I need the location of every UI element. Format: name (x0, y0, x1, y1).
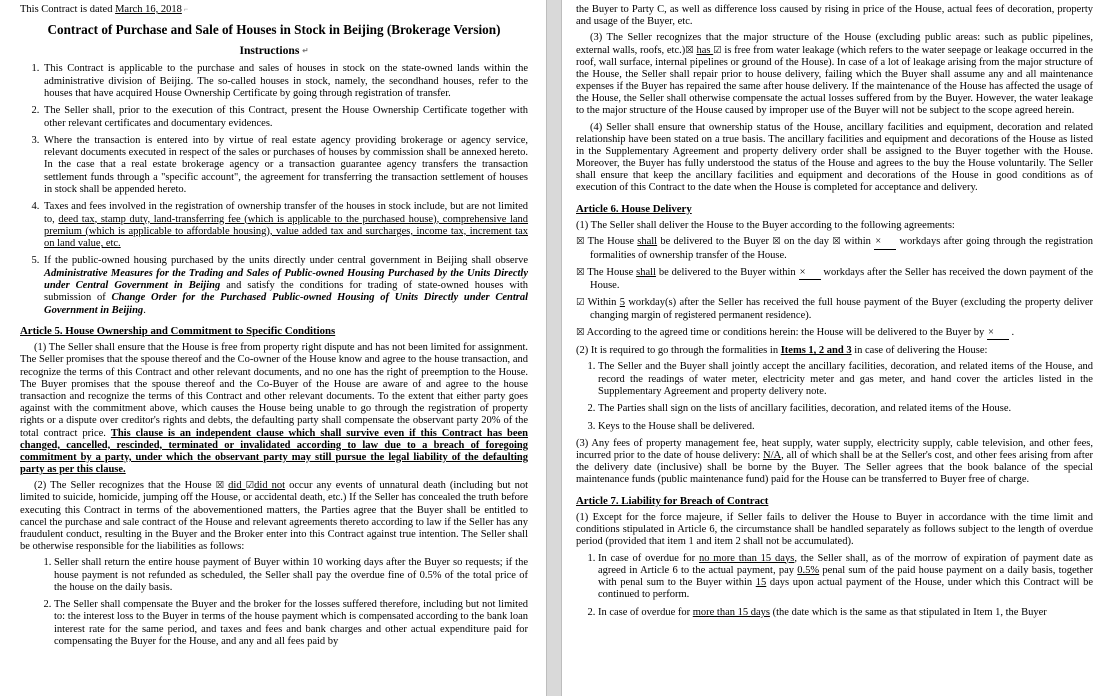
dateline (20, 4, 528, 16)
article-5-p2-b: occur any events of unnatural death (including but not limited to suicide, homicide, jumping off the House, or accidental death, etc.) If the Seller has concealed the truth before executing this Contract in terms of the abovementioned matters, the Parties agree that the Buyer shall be entitled to cancel the purchase and sale contract of the House and relevant agreements thereto according to law if the Seller has any fraudulent conduct, resulting in the Buyer and the Broker enter into this Contract against true intention. The Seller shall be otherwise responsible for the liabilities as follows: (20, 480, 529, 553)
list-item (598, 361, 1093, 398)
list-item (598, 607, 1093, 619)
checkbox-crossed-icon[interactable]: ☒ (575, 236, 585, 248)
opt3-b: workday(s) after the Seller has received the full house payment of the Buyer (excluding the property deliver changing margin of registered permanent residence). (589, 297, 1094, 321)
article-7-paragraph-1 (576, 512, 1093, 549)
option-did: did (228, 480, 246, 492)
opt2-shall: shall (636, 266, 656, 278)
a7-item2-a: In case of overdue for (597, 606, 693, 618)
article-6-heading (576, 203, 1093, 216)
a7-item2-b: (the date which is the same as that stipulated in Item 1, the Buyer (770, 606, 1047, 618)
a7-item1-u1: no more than 15 days (698, 552, 795, 564)
checkbox-crossed-icon-2[interactable]: ☒ (772, 236, 781, 248)
continued-paragraph (576, 4, 1093, 28)
a7-item1-b: , the Seller shall, as of the morrow of expiration of payment date as agreed in Article 6 to the actual payment, pay (597, 552, 1093, 576)
article-5-p1-text: (1) The Seller shall ensure that the House is free from property right dispute and has not been limited for assignment. The Seller promises that the spouse thereof and the Co-owner of the House know and agree to the house transaction, and recognize the terms of this Contract and other relevant documents, and no one has the right of preemption to the House. The Buyer promises that the spouse thereof and the Co-Buyer of the House are aware of and agree to the house transaction and recognize the terms of this Contract and other relevant documents. To the extent that either party goes against with the commitment above, which causes the House being unable to go through the registration of property rights or a dispute over creditor's rights and debts, the defaulting party shall compensate the observant party 20% of the total contract price. (20, 342, 529, 439)
checkbox-crossed-icon-3[interactable]: ☒ (832, 236, 841, 248)
article-5-paragraph-2 (20, 480, 528, 553)
opt1-a: The House (587, 236, 638, 248)
instructions-heading (20, 44, 528, 57)
article-5-paragraph-1 (20, 342, 528, 476)
article-5-paragraph-3 (576, 32, 1093, 117)
article-5-p3-a: (3) The Seller recognizes that the major structure of the House (excluding public areas: such as public pipelines, external walls, roofs, etc.) (575, 32, 1093, 56)
document-title-text: Contract of Purchase and Sale of Houses in Stock in Beijing (Brokerage Version) (47, 22, 501, 38)
list-item (598, 421, 1093, 433)
article-5-p2-a: (2) The Seller recognizes that the House (34, 480, 216, 492)
instruction-italic-fragment: Administrative Measures for the Trading and Sales of Public-owned Housing Purchased by the Units Directly under Central Government in Beijing (44, 267, 529, 291)
delivery-option-2 (576, 267, 1093, 293)
delivery-option-4: ☒ According to the agreed time or conditions herein: the House will be delivered to the Buyer by × . (576, 327, 1093, 340)
opt2-a: The House (587, 266, 637, 278)
article-6-paragraph-3 (576, 438, 1093, 487)
opt1-e: workdays after going through the registration formalities of ownership transfer of the House. (589, 236, 1094, 261)
article-5-p4-text: (4) Seller shall ensure that ownership status of the House, ancillary facilities and equipment, decoration and related relationship have been stated on a true basis. The ancillary facilities and equipment and decorations of the House as listed in the Supplementary Agreement and property delivery order shall be assigned to the Buyer together with the House. Moreover, the Buyer has fully understood the status of the House and agrees to the buy the House voluntarily. The Seller shall ensure that keep the ancillary facilities and equipment and decorations of the House in good conditions as of execution of this Contract to the date when the House is completed for acceptance and delivery. (575, 121, 1093, 194)
checkbox-checked-icon[interactable]: ☑ (713, 44, 722, 56)
opt3-a: Within (587, 297, 617, 309)
a6-p2-b: in case of delivering the House: (851, 345, 988, 357)
blank-field[interactable]: 5 (619, 297, 625, 309)
a6-p3-a: (3) Any fees of property management fee, heat supply, water supply, electricity supply, cable television, and other fees, incurred prior to the date of house delivery: (575, 437, 1093, 461)
delivery-option-3 (576, 297, 1093, 322)
page-gutter (546, 0, 562, 696)
article-7-heading (576, 495, 1093, 508)
list-item (54, 599, 528, 648)
instruction-italic-fragment-2: Change Order for the Purchased Public-owned Housing of Units Directly under Central Government in Beijing (44, 292, 529, 316)
blank-field[interactable]: × (874, 236, 896, 249)
a6-p3-na: N/A (763, 449, 782, 461)
paragraph-mark: ↵ (302, 46, 309, 56)
continued-paragraph-text: the Buyer to Party C, as well as difference loss caused by rising in price of the House, actual fees of decoration, property and usage of the Buyer, etc. (575, 4, 1093, 28)
article-6-paragraph-1 (576, 220, 1093, 232)
instruction-text: Where the transaction is entered into by virtue of real estate agency providing brokerage or agency service, relevant documents executed in respect of the sales or purchases of houses by commission shall be annexed hereto. In the case that a real estate brokerage agency or a transaction guarantee agency transfers the transaction settlement funds through a "specific account", the agreement for transferring the transaction settlement of houses in stock shall be appended hereto. (44, 134, 529, 195)
a7-item2-u1: more than 15 days (692, 606, 771, 618)
blank-field[interactable]: × (799, 267, 821, 280)
article-5-p1-bold: This clause is an independent clause which shall survive even if this Contract has been changed, cancelled, rescinded, terminated or invalidated according to law due to a breach of foregoing commitment by a party, under which the observant party may still pursue the legal liability of the defaulting party as per this clause. (20, 427, 529, 476)
instruction-text: The Seller shall, prior to the execution of this Contract, present the House Ownership Certificate together with other relevant certificates and documentary evidences. (44, 105, 529, 129)
checkbox-checked-icon[interactable]: ☑ (575, 297, 585, 309)
list-item (42, 135, 528, 196)
option-did-not: did not (254, 480, 286, 492)
checkbox-crossed-icon[interactable]: ☒ (575, 266, 585, 278)
list-item: 5. If the public-owned housing purchased by the units directly under central government in Beijing shall observe Administrative Measures for the Trading and Sales of Public-owned Housing Purchased by the Units Directly under Central Government in Beijing and satisfy the conditions for trading of state-owned houses with submission of Change Order for the Purchased Public-owned Housing of Units Directly under Central Government in Beijing. (42, 255, 528, 316)
a7-item1-a: In case of overdue for (597, 552, 699, 564)
list-item (598, 403, 1093, 415)
article-5-heading (20, 325, 528, 338)
list-item (54, 557, 528, 594)
article-5-heading-text: Article 5. House Ownership and Commitment to Specific Conditions (20, 324, 336, 337)
opt4-a: According to the agreed time or conditions herein: the House will be delivered to the Buyer by (586, 326, 985, 338)
right-column (562, 0, 1107, 696)
step-text: Keys to the House shall be delivered. (597, 420, 755, 432)
article-6-p1-text: (1) The Seller shall deliver the House to the Buyer according to the following agreements: (575, 220, 955, 232)
blank-field[interactable]: × (987, 327, 1009, 340)
dateline-date: March 16, 2018 (115, 4, 182, 15)
delivery-option-1 (576, 236, 1093, 262)
instruction-underlined-fragment: deed tax, stamp duty, land-transferring fee (which is applicable to the purchased house), comprehensive land premium (which is applicable to affordable housing), value added tax and surcharges, income tax, increment tax on land value, etc. (44, 213, 529, 250)
delivery-steps-list (576, 361, 1093, 432)
list-item (42, 63, 528, 100)
a6-p2-a: (2) It is required to go through the formalities in (575, 345, 781, 357)
article-7-heading-text: Article 7. Liability for Breach of Contract (575, 494, 769, 507)
list-item (42, 105, 528, 130)
a7-p1-text: (1) Except for the force majeure, if Seller fails to deliver the House to Buyer in accordance with the time limit and conditions stipulated in Article 6, the circumstance shall be handled separately as follows subject to the length of overdue period (provided that item 1 and item 2 shall not be accumulated). (575, 512, 1093, 548)
checkbox-crossed-icon[interactable]: ☒ (215, 480, 225, 492)
checkbox-crossed-icon[interactable]: ☒ (685, 44, 694, 56)
article-5-p3-b: is free from water leakage (which refers to the water seepage or leakage occurred in the roof, wall surface, internal pipelines or ground of the House). In case of a lot of leakage arising from the major structure of the House, the Seller shall repair prior to house delivery, failing which the Buyer shall assume any and all maintenance expenses if the Buyer has repaired the same after house delivery. If the maintenance of the House has affected the usage of the House, the Seller shall otherwise compensate the actual losses suffered from by the Buyer. However, the water leakage to the major structure of the House caused by improper use of the Buyer will not be subject to the scope agreed herein. (575, 44, 1094, 117)
a6-p3-b: , all of which shall be at the Seller's cost, and other fees arising from after the delivery date (inclusive) shall be borne by the Buyer. The Seller agrees that the book balance of the special maintenance funds (public maintenance fund) paid for the House can be transferred to Buyer free of charge. (575, 449, 1093, 486)
paragraph-mark: ⌐ (181, 4, 188, 14)
instructions-heading-text: Instructions (239, 44, 300, 58)
checkbox-crossed-icon[interactable]: ☒ (575, 326, 585, 338)
article-6-heading-text: Article 6. House Delivery (575, 202, 692, 215)
step-text: The Seller and the Buyer shall jointly accept the ancillary facilities, decoration, and related items of the House, and record the readings of water meter, electricity meter and gas meter, and hand cover the articles listed in the Supplementary Agreement and property delivery note. (597, 361, 1093, 397)
opt1-shall: shall (637, 236, 658, 248)
a6-p2-items: Items 1, 2 and 3 (780, 345, 852, 357)
dateline-prefix: This Contract is dated (20, 4, 116, 15)
a7-item1-c: penal sum of the paid house payment on a daily basis, together with penal sum to the Buyer within (597, 564, 1093, 589)
opt1-d: within (840, 236, 871, 248)
left-column (0, 0, 546, 696)
opt1-c: on the day (780, 236, 833, 248)
article-5-paragraph-4 (576, 122, 1093, 195)
opt2-c: workdays after the Seller has received the down payment of the House. (589, 266, 1093, 292)
article-6-paragraph-2 (576, 345, 1093, 357)
instructions-list (20, 63, 528, 316)
option-has: has (696, 44, 714, 56)
checkbox-checked-icon[interactable]: ☑ (245, 480, 255, 492)
liability-text: The Seller shall compensate the Buyer and the broker for the losses suffered therefore, including but not limited to: the interest loss to the Buyer in terms of the house payment which is compensated according to the bank loan interest rate for the same period, and taxes and fees and bank charges and other actual expenditure paid for compensating the Buyer for the House, and any and all fees paid by (54, 599, 529, 647)
a7-item1-u2: 0.5% (797, 564, 820, 576)
list-item (598, 553, 1093, 602)
a7-item1-d: days upon actual payment of the House, under which this Contract will be continued to perform. (597, 577, 1093, 601)
instruction-text: This Contract is applicable to the purchase and sales of houses in stock on the state-owned lands within the administrative division of Beijing. The so-called houses in stock, namely, the secondhand houses, refer to the houses that have acquired House Ownership Certificate by going through registration of transfer. (44, 63, 529, 100)
a7-item1-u3: 15 (755, 577, 767, 589)
list-item: 4. Taxes and fees involved in the registration of ownership transfer of the houses in stock include, but are not limited to, deed tax, stamp duty, land-transferring fee (which is applicable to the purchased house), comprehensive land premium (which is applicable to affordable housing), value added tax and surcharges, income tax, increment tax on land value, etc. (42, 201, 528, 250)
article-5-liabilities-list (20, 557, 528, 648)
liability-text: Seller shall return the entire house payment of Buyer within 10 working days after the Buyer so requests; if the house payment is not refunded as scheduled, the Seller shall pay the overdue fine of 0.5% of the total price of the house on the daily basis. (54, 557, 529, 593)
opt2-b: be delivered to the Buyer within (655, 266, 796, 278)
opt1-b: be delivered to the Buyer (657, 236, 773, 248)
document-title (20, 22, 528, 38)
step-text: The Parties shall sign on the lists of ancillary facilities, decoration, and related items of the House. (597, 403, 1012, 415)
article-7-items-list (576, 553, 1093, 619)
